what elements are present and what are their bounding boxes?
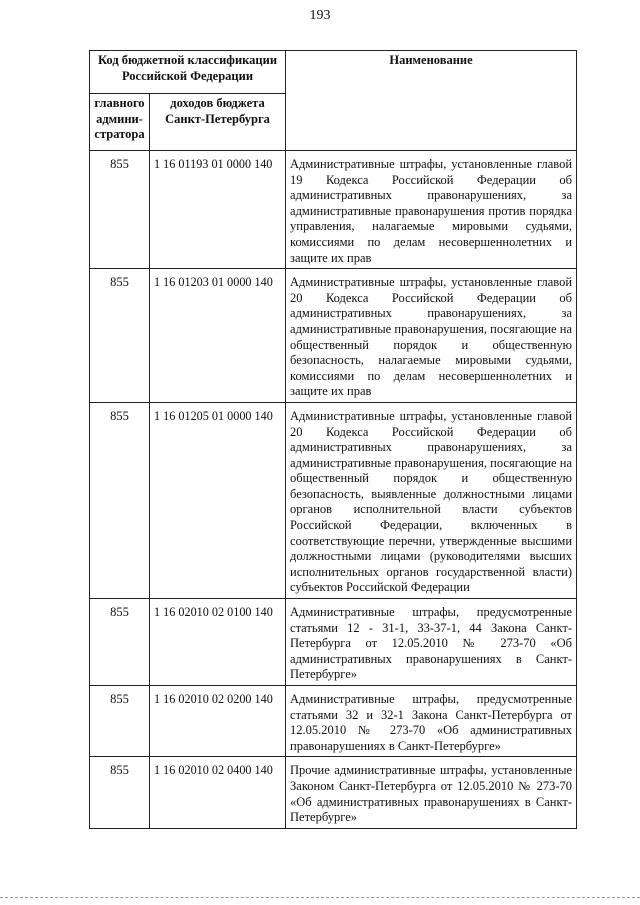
revenue-code-cell: 1 16 02010 02 0400 140 xyxy=(150,757,286,828)
description-cell: Административные штрафы, установленные главой 20 Кодекса Российской Федерации об административных правонарушениях, за административные правонарушения, посягающие на общественный порядок и общественную безопасность, выявленные должностными лицами органов исполнительной власти субъектов Российской Федерации, включенных в соответствующие перечни, утвержденные высшими должностными лицами (руководителями высших исполнительных органов государственной власти) субъектов Российской Федерации xyxy=(286,402,577,598)
admin-code-cell: 855 xyxy=(90,402,150,598)
revenue-code-cell: 1 16 01205 01 0000 140 xyxy=(150,402,286,598)
admin-code-cell: 855 xyxy=(90,686,150,757)
header-kbk: Код бюджетной классификации Российской Федерации xyxy=(90,51,286,94)
admin-code-cell: 855 xyxy=(90,269,150,403)
header-admin: главного админи-стратора xyxy=(90,94,150,151)
budget-classification-table xyxy=(89,50,577,829)
table-row xyxy=(90,686,577,757)
revenue-code-cell: 1 16 02010 02 0200 140 xyxy=(150,686,286,757)
table-row xyxy=(90,269,577,403)
description-cell: Административные штрафы, предусмотренные статьями 32 и 32-1 Закона Санкт-Петербурга от 12.05.2010 № 273-70 «Об административных правонарушениях в Санкт-Петербурге» xyxy=(286,686,577,757)
table-row xyxy=(90,757,577,828)
table-row xyxy=(90,151,577,269)
revenue-code-cell: 1 16 02010 02 0100 140 xyxy=(150,599,286,686)
table-row xyxy=(90,599,577,686)
description-cell: Административные штрафы, установленные главой 20 Кодекса Российской Федерации об административных правонарушениях, за административные правонарушения, посягающие на общественный порядок и общественную безопасность, налагаемые мировыми судьями, комиссиями по делам несовершеннолетних и защите их прав xyxy=(286,269,577,403)
revenue-code-cell: 1 16 01203 01 0000 140 xyxy=(150,269,286,403)
revenue-code-cell: 1 16 01193 01 0000 140 xyxy=(150,151,286,269)
description-cell: Прочие административные штрафы, установленные Законом Санкт-Петербурга от 12.05.2010 № 273-70 «Об административных правонарушениях в Санкт-Петербурге» xyxy=(286,757,577,828)
scan-edge-divider xyxy=(0,897,640,900)
page-number: 193 xyxy=(309,8,331,23)
description-cell: Административные штрафы, установленные главой 19 Кодекса Российской Федерации об административных правонарушениях, за административные правонарушения против порядка управления, налагаемые мировыми судьями, комиссиями по делам несовершеннолетних и защите их прав xyxy=(286,151,577,269)
header-name: Наименование xyxy=(286,51,577,151)
header-revenue: доходов бюджета Санкт-Петербурга xyxy=(150,94,286,151)
admin-code-cell: 855 xyxy=(90,757,150,828)
table-row xyxy=(90,402,577,598)
description-cell: Административные штрафы, предусмотренные статьями 12 - 31-1, 33-37-1, 44 Закона Санкт-Петербурга от 12.05.2010 № 273-70 «Об административных правонарушениях в Санкт-Петербурге» xyxy=(286,599,577,686)
admin-code-cell: 855 xyxy=(90,599,150,686)
admin-code-cell: 855 xyxy=(90,151,150,269)
header-row xyxy=(90,51,577,94)
